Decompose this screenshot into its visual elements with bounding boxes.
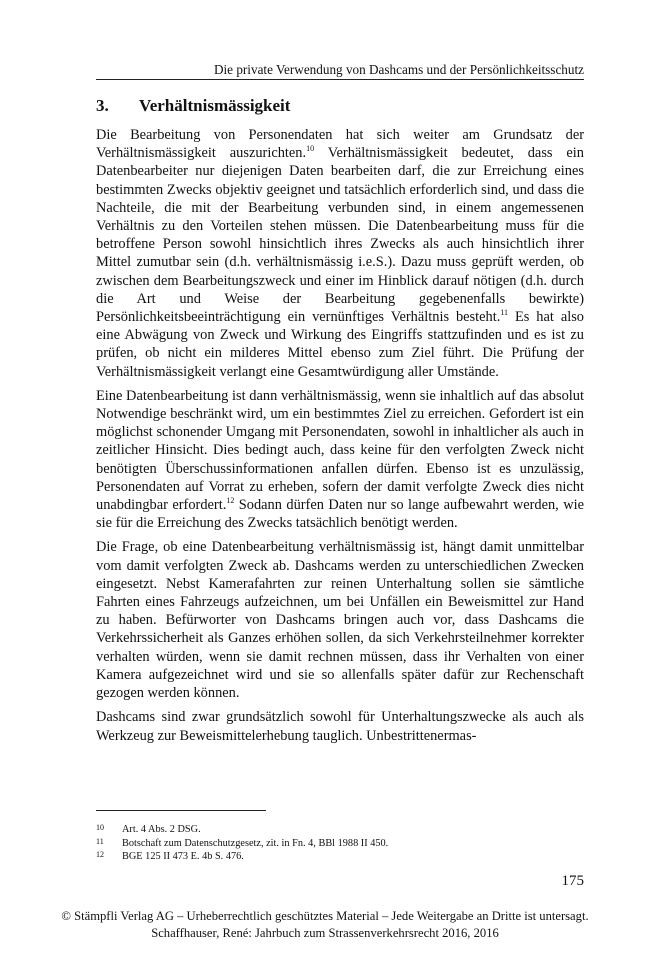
paragraph-2 — [96, 387, 584, 533]
footnotes — [96, 823, 584, 864]
paragraph-1 — [96, 126, 584, 381]
paragraph-text: Die Frage, ob eine Datenbearbeitung verhältnismässig ist, hängt damit unmittelbar vom damit verfolgten Zweck ab. Dashcams werden zu unterschiedlichen Zwecken eingesetzt. Nebst Kamerafahrten zur reinen Unterhaltung sollen sie sämtliche Fahrten eines Fahrzeugs aufzeichnen, um bei Unfällen ein Beweismittel zur Hand zu haben. Befürworter von Dashcams bringen auch vor, dass Dashcams die Verkehrssicherheit als Ganzes erhöhen sollen, da sich Verkehrsteilnehmer korrekter verhalten würden, wenn sie damit rechnen müssen, dass ihr Verhalten von einer Kamera aufgezeichnet wird und sie so allenfalls später dafür zur Rechenschaft gezogen werden können. — [96, 539, 584, 702]
paragraph-4 — [96, 708, 584, 744]
citation-line: Schaffhauser, René: Jahrbuch zum Strassenverkehrsrecht 2016, 2016 — [151, 926, 499, 940]
paragraph-text: Eine Datenbearbeitung ist dann verhältnismässig, wenn sie inhaltlich auf das absolut Notwendige beschränkt wird, um ein bestimmtes Ziel zu erreichen. Gefordert ist ein möglichst schonender Umgang mit Personendaten, sowohl in inhaltlicher als auch in zeitlicher Hinsicht. Dies bedingt auch, dass keine für den verfolgten Zweck nicht benötigten Überschussinformationen anfallen dürfen. Ebenso ist es unzulässig, Personendaten auf Vorrat zu erheben, sofern der damit verfolgte Zweck dies nicht unabdingbar erfordert. — [96, 387, 584, 514]
section-title: Verhältnismässigkeit — [139, 96, 291, 115]
running-header: Die private Verwendung von Dashcams und der Persönlichkeitsschutz — [213, 62, 584, 77]
paragraph-text: Sodann dürfen Daten nur so lange aufbewahrt werden, wie sie für die Erreichung des Zwecks tatsächlich benötigt werden. — [96, 497, 584, 532]
footnote-ref: 10 — [306, 144, 315, 154]
footnote-ref: 11 — [500, 308, 509, 318]
section-number: 3. — [96, 96, 109, 115]
copyright-line: © Stämpfli Verlag AG – Urheberrechtlich geschütztes Material – Jede Weitergabe an Dritte ist untersagt. — [61, 909, 589, 923]
footnote-number: 12 — [96, 850, 104, 859]
footnote-ref: 12 — [226, 496, 235, 506]
copyright-footer — [0, 908, 650, 942]
body-text — [96, 126, 584, 751]
paragraph-text: Die Bearbeitung von Personendaten hat sich weiter am Grundsatz der Verhältnismässigkeit auszurichten. — [96, 127, 584, 162]
paragraph-3 — [96, 538, 584, 702]
footnote — [96, 837, 584, 851]
footnote-number: 11 — [96, 836, 104, 846]
footnote-rule — [96, 810, 266, 811]
paragraph-text: Dashcams sind zwar grundsätzlich sowohl für Unterhaltungszwecke als auch als Werkzeug zur Beweismittelerhebung tauglich. Unbestrittenermas- — [96, 709, 584, 744]
footnote-text: Botschaft zum Datenschutzgesetz, zit. in Fn. 4, BBl 1988 II 450. — [122, 837, 389, 849]
footnote — [96, 850, 584, 864]
paragraph-text: Es hat also eine Abwägung von Zweck und Wirkung des Eingriffs stattzufinden und es ist zu prüfen, ob nicht ein milderes Mittel ebenso zum Ziel führt. Die Prüfung der Verhältnismässigkeit verlangt eine Gesamtwürdigung aller Umstände. — [96, 309, 585, 380]
footnote-text: Art. 4 Abs. 2 DSG. — [122, 824, 201, 835]
footnote — [96, 823, 584, 837]
page-number: 175 — [561, 873, 584, 889]
header-rule — [96, 79, 584, 80]
footnote-number: 10 — [96, 823, 104, 832]
footnote-text: BGE 125 II 473 E. 4b S. 476. — [122, 851, 244, 862]
section-heading — [96, 96, 290, 116]
paragraph-text: Verhältnismässigkeit bedeutet, dass ein Datenbearbeiter nur diejenigen Daten bearbeiten darf, die zur Erreichung eines bestimmten Zwecks objektiv geeignet und tatsächlich erforderlich sind, und dass die Nachteile, die mit der Bearbeitung verbunden sind, in einem angemessenen Verhältnis zu den Vorteilen stehen müssen. Die Datenbearbeitung muss für die betroffene Person sowohl hinsichtlich ihres Zwecks als auch hinsichtlich ihrer Mittel zumutbar sein (d.h. verhältnismässig i.e.S.). Dazu muss geprüft werden, ob zwischen dem Bearbeitungszweck und einer im Hinblick darauf nötigen (d.h. durch die Art und Weise der Bearbeitung gegebenenfalls bewirkte) Persönlichkeitsbeeinträchtigung ein vernünftiges Verhältnis besteht. — [96, 145, 584, 326]
